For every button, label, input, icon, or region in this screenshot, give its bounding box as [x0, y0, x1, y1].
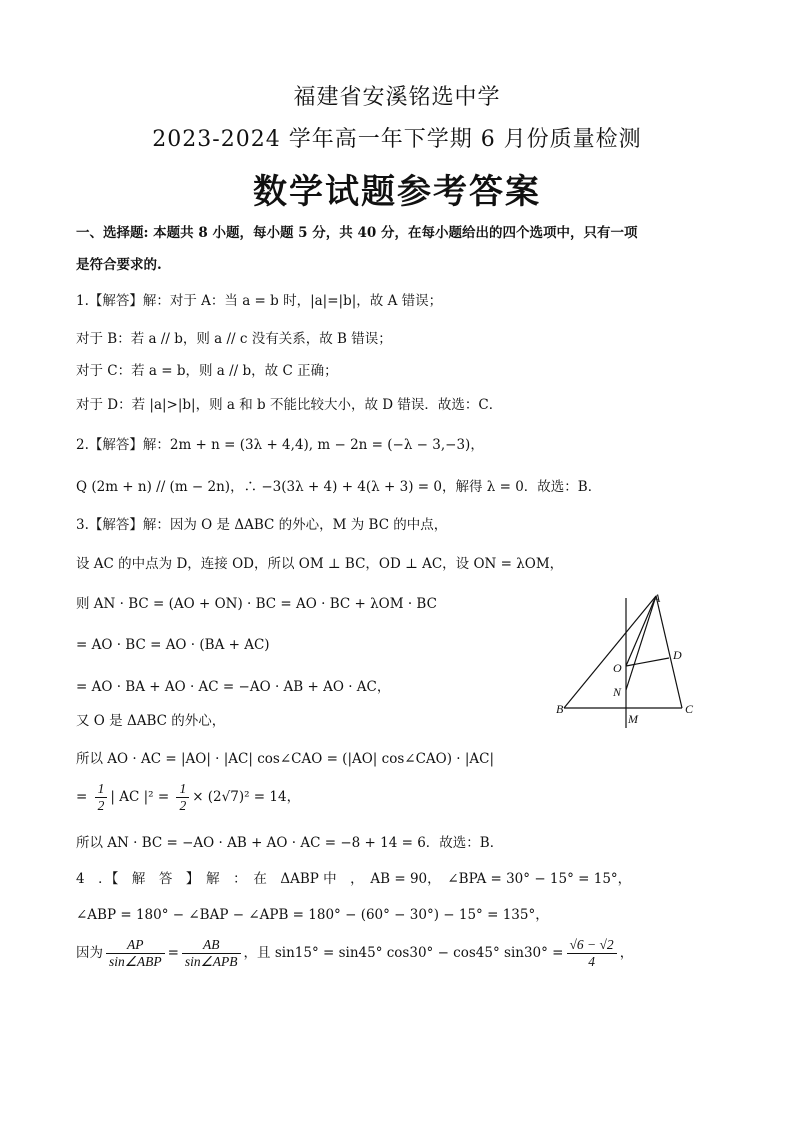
section-heading-line1: 一、选择题: 本题共 8 小题，每小题 5 分，共 40 分，在每小题给出的四个选项中，只有一项: [76, 225, 638, 241]
q3-line8: [76, 780, 300, 814]
fraction-denominator: 4: [588, 954, 595, 969]
label-o: O: [613, 661, 622, 675]
q1-line3: 对于 C：若 a = b，则 a // b，故 C 正确；: [76, 363, 338, 379]
label-c: C: [685, 702, 694, 716]
q3-line8-end: × (2√7)² = 14，: [192, 789, 301, 805]
label-d: D: [673, 648, 682, 662]
fraction-half-2: [176, 781, 189, 814]
q4-line1: 4 ．【 解 答 】 解 ： 在 ΔABP 中 ， AB = 90， ∠BPA = 30° − 15° = 15°，: [76, 871, 632, 887]
q3-line3: 则 AN · BC = (AO + ON) · BC = AO · BC + λOM · BC: [76, 596, 437, 612]
q3-line1: 3.【解答】解：因为 O 是 ΔABC 的外心，M 为 BC 的中点，: [76, 517, 448, 533]
q3-line5: = AO · BA + AO · AC = −AO · AB + AO · AC，: [76, 679, 391, 695]
segment-an: [626, 596, 656, 690]
section-heading-line2: 是符合要求的.: [76, 257, 162, 273]
fraction-denominator: sin∠ABP: [109, 954, 162, 969]
fraction-denominator: 2: [97, 798, 105, 813]
fraction-denominator: sin∠APB: [184, 954, 238, 969]
q2-line2: Q (2m + n) // (m − 2n)，∴ −3(3λ + 4) + 4(λ + 3) = 0，解得 λ = 0．故选：B．: [76, 479, 602, 495]
q4-line2: ∠ABP = 180° − ∠BAP − ∠APB = 180° − (60° − 30°) − 15° = 135°，: [76, 907, 549, 923]
fraction-ab-over-sin: [182, 937, 241, 970]
q1-line1: 1.【解答】解：对于 A：当 a = b 时，|a|=|b|，故 A 错误；: [76, 293, 443, 309]
triangle-figure: [552, 590, 702, 730]
q3-line8-middle: | AC |² =: [110, 789, 174, 805]
q3-line8-start: =: [76, 789, 92, 805]
fraction-denominator: 2: [179, 798, 187, 813]
exam-name: 2023-2024 学年高一年下学期 6 月份质量检测: [152, 127, 642, 152]
q1-line4: 对于 D：若 |a|>|b|，则 a 和 b 不能比较大小，故 D 错误．故选：C．: [76, 397, 503, 413]
q2-line1: 2.【解答】解：2m + n = (3λ + 4,4), m − 2n = (−λ − 3,−3)，: [76, 437, 484, 453]
fraction-numerator: AB: [182, 937, 241, 954]
fraction-numerator: √6 − √2: [567, 937, 617, 954]
edge-ab: [564, 596, 656, 708]
q3-line4: = AO · BC = AO · (BA + AC): [76, 637, 270, 653]
fraction-numerator: AP: [106, 937, 165, 954]
fraction-half-1: [95, 781, 108, 814]
label-b: B: [556, 702, 564, 716]
q4-line3-end: ，: [619, 945, 634, 961]
segment-ao: [626, 596, 656, 666]
fraction-sqrt: [567, 937, 617, 970]
label-m: M: [628, 712, 638, 726]
equals-sign: =: [167, 945, 179, 961]
q4-line3-middle: ，且 sin15° = sin45° cos30° − cos45° sin30° =: [243, 945, 564, 961]
segment-od: [626, 658, 669, 666]
q4-line3: [76, 936, 633, 970]
q3-line6: 又 O 是 ΔABC 的外心，: [76, 713, 226, 729]
q3-line2: 设 AC 的中点为 D，连接 OD，所以 OM ⊥ BC，OD ⊥ AC，设 ON = λOM，: [76, 556, 564, 572]
fraction-ap-over-sin: [106, 937, 165, 970]
label-a: A: [653, 591, 661, 605]
page-title: 数学试题参考答案: [253, 172, 541, 212]
fraction-numerator: 1: [176, 781, 189, 798]
q1-line2: 对于 B：若 a // b，则 a // c 没有关系，故 B 错误；: [76, 331, 392, 347]
fraction-numerator: 1: [95, 781, 108, 798]
label-n: N: [613, 685, 622, 699]
school-name: 福建省安溪铭选中学: [293, 85, 501, 110]
q3-line9: 所以 AN · BC = −AO · AB + AO · AC = −8 + 14 = 6．故选：B．: [76, 835, 504, 851]
q4-line3-start: 因为: [76, 945, 103, 961]
q3-line7: 所以 AO · AC = |AO| · |AC| cos∠CAO = (|AO| cos∠CAO) · |AC|: [76, 751, 495, 767]
